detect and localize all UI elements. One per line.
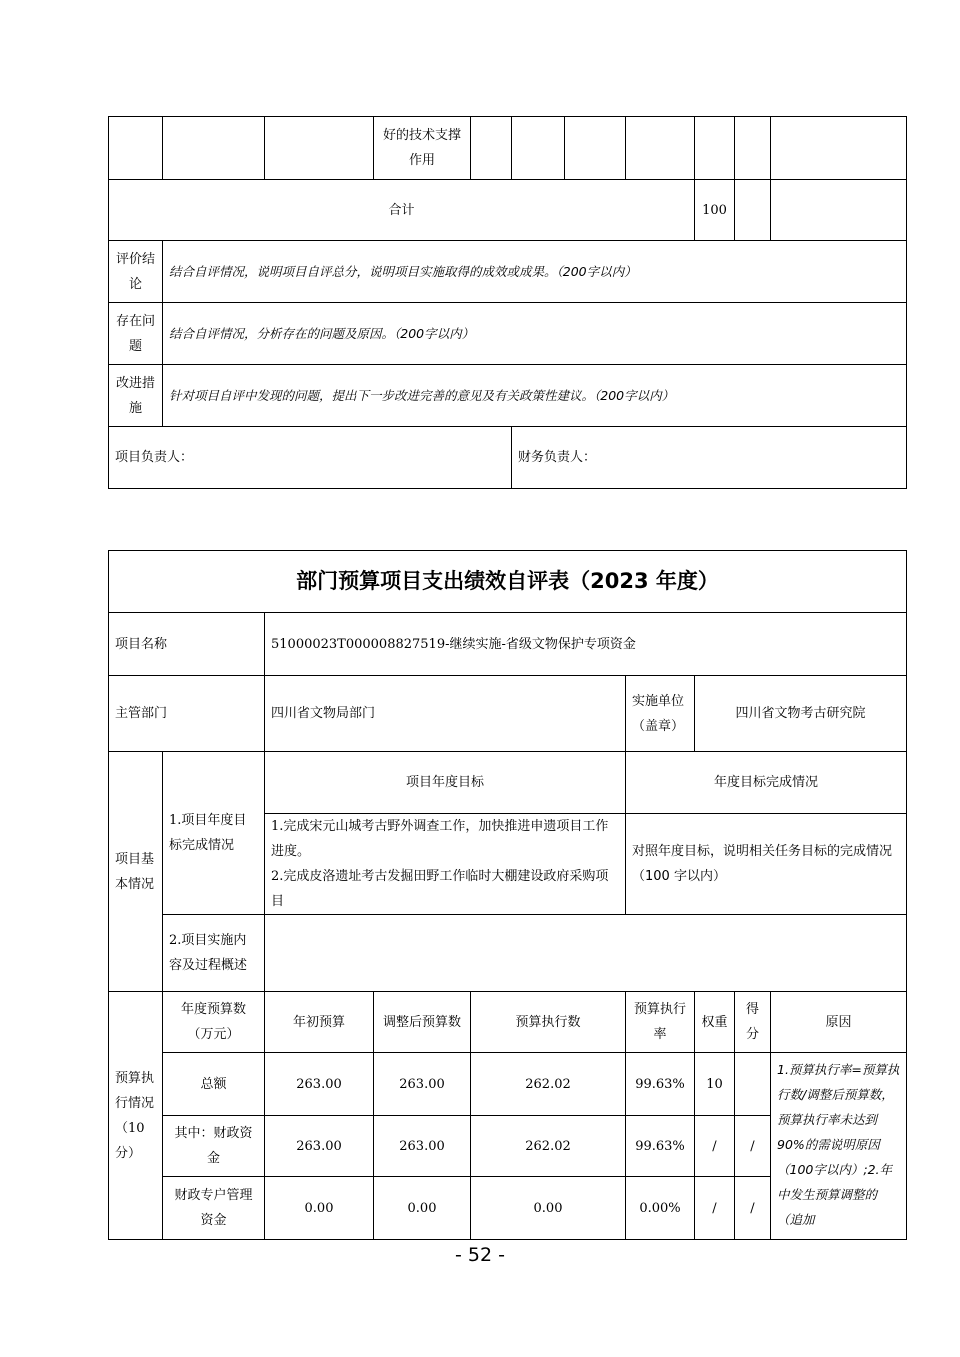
budget-rate: 99.63% (626, 1116, 695, 1177)
cell (695, 117, 735, 180)
budget-header: 得分 (735, 992, 771, 1053)
page-number: - 52 - (455, 1244, 505, 1266)
budget-row-name: 财政专户管理资金 (163, 1177, 265, 1240)
budget-header: 预算执行数 (471, 992, 626, 1053)
budget-adjusted: 263.00 (374, 1053, 471, 1116)
process-content (265, 915, 907, 992)
project-owner: 项目负责人： (109, 427, 512, 489)
dept-label: 主管部门 (109, 676, 265, 752)
budget-header: 原因 (771, 992, 907, 1053)
goal-line-1: 1.完成宋元山城考古野外调查工作，加快推进申遗项目工作进度。 (271, 819, 609, 859)
cell (735, 180, 771, 241)
goal-line-2: 2.完成皮洛遗址考古发掘田野工作临时大棚建设政府采购项目 (271, 869, 609, 909)
cell (771, 117, 907, 180)
dept-value: 四川省文物局部门 (265, 676, 626, 752)
project-name: 51000023T000008827519-继续实施-省级文物保护专项资金 (265, 613, 907, 676)
cell (109, 117, 163, 180)
unit-value: 四川省文物考古研究院 (695, 676, 907, 752)
row-label: 评价结论 (109, 241, 163, 303)
main-evaluation-table (108, 550, 907, 1240)
evaluation-conclusion: 结合自评情况，说明项目自评总分，说明项目实施取得的成效或成果。（200字以内） (163, 241, 907, 303)
total-label: 合计 (109, 180, 695, 241)
goal-text (265, 814, 626, 915)
budget-executed: 0.00 (471, 1177, 626, 1240)
budget-rate: 99.63% (626, 1053, 695, 1116)
basic-info-label: 项目基本情况 (109, 752, 163, 992)
budget-adjusted: 0.00 (374, 1177, 471, 1240)
indicator-text: 好的技术支撑作用 (374, 117, 471, 180)
budget-adjusted: 263.00 (374, 1116, 471, 1177)
budget-row-name: 总额 (163, 1053, 265, 1116)
existing-problems: 结合自评情况，分析存在的问题及原因。（200字以内） (163, 303, 907, 365)
budget-label: 预算执行情况（10分） (109, 992, 163, 1240)
goal-header: 项目年度目标 (265, 752, 626, 814)
continued-table (108, 116, 907, 489)
budget-initial: 0.00 (265, 1177, 374, 1240)
budget-header: 预算执行率 (626, 992, 695, 1053)
budget-weight: / (695, 1116, 735, 1177)
reason-text: 1.预算执行率=预算执行数/调整后预算数，预算执行率未达到90%的需说明原因（100字以内）;2.年中发生预算调整的（追加 (771, 1053, 907, 1240)
budget-header: 年度预算数（万元） (163, 992, 265, 1053)
cell (471, 117, 512, 180)
cell (565, 117, 626, 180)
completion-text: 对照年度目标，说明相关任务目标的完成情况（100 字以内） (626, 814, 907, 915)
unit-label: 实施单位（盖章） (626, 676, 695, 752)
cell (735, 117, 771, 180)
budget-score: / (735, 1177, 771, 1240)
row-label: 存在问题 (109, 303, 163, 365)
cell (163, 117, 265, 180)
budget-weight: 10 (695, 1053, 735, 1116)
budget-initial: 263.00 (265, 1053, 374, 1116)
budget-row-name: 其中：财政资金 (163, 1116, 265, 1177)
goal-label: 1.项目年度目标完成情况 (163, 752, 265, 915)
row-label: 改进措施 (109, 365, 163, 427)
cell (512, 117, 565, 180)
budget-executed: 262.02 (471, 1116, 626, 1177)
budget-initial: 263.00 (265, 1116, 374, 1177)
budget-executed: 262.02 (471, 1053, 626, 1116)
cell (771, 180, 907, 241)
table-title: 部门预算项目支出绩效自评表（2023 年度） (109, 551, 907, 613)
process-label: 2.项目实施内容及过程概述 (163, 915, 265, 992)
budget-score: / (735, 1116, 771, 1177)
completion-header: 年度目标完成情况 (626, 752, 907, 814)
improvement-measures: 针对项目自评中发现的问题，提出下一步改进完善的意见及有关政策性建议。（200字以内） (163, 365, 907, 427)
finance-owner: 财务负责人： (512, 427, 907, 489)
budget-header: 权重 (695, 992, 735, 1053)
budget-score (735, 1053, 771, 1116)
budget-header: 调整后预算数 (374, 992, 471, 1053)
total-weight: 100 (695, 180, 735, 241)
cell (265, 117, 374, 180)
project-name-label: 项目名称 (109, 613, 265, 676)
budget-weight: / (695, 1177, 735, 1240)
budget-rate: 0.00% (626, 1177, 695, 1240)
cell (626, 117, 695, 180)
budget-header: 年初预算 (265, 992, 374, 1053)
